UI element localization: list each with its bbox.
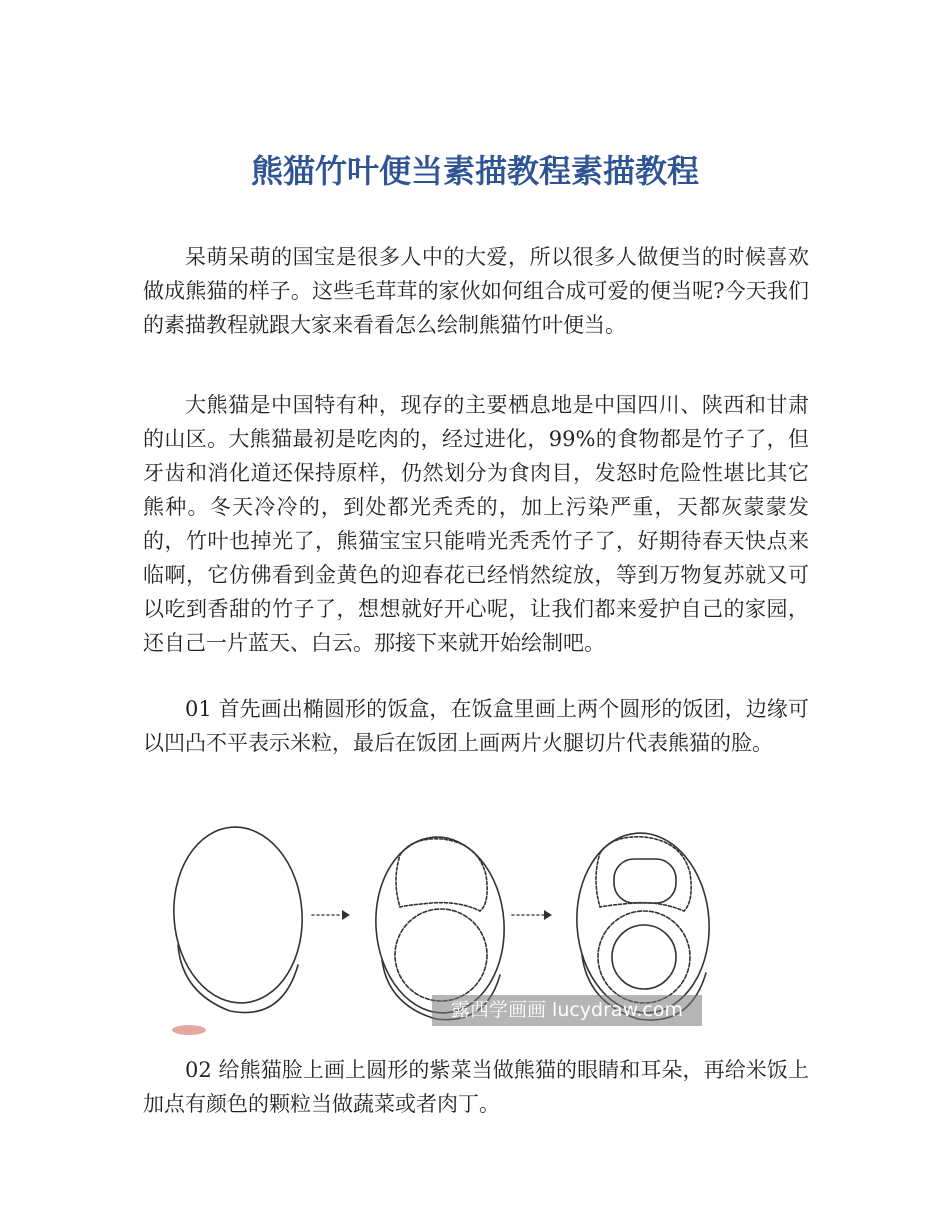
page-title: 熊猫竹叶便当素描教程素描教程 (250, 152, 699, 190)
panda-info-paragraph: 大熊猫是中国特有种，现存的主要栖息地是中国四川、陕西和甘肃的山区。大熊猫最初是吃肉的，经过进化，99%的食物都是竹子了，但牙齿和消化道还保持原样，仍然划分为食肉目，发怒时危险性堪比其它熊种。冬天冷冷的，到处都光秃秃的，加上污染严重，天都灰蒙蒙发的，竹叶也掉光了，熊猫宝宝只能啃光秃秃竹子了，好期待春天快点来临啊，它仿佛看到金黄色的迎春花已经悄然绽放，等到万物复苏就又可以吃到香甜的竹子了，想想就好开心呢，让我们都来爱护自己的家园，还自己一片蓝天、白云。那接下来就开始绘制吧。 (143, 393, 809, 655)
step-01-paragraph: 01 首先画出椭圆形的饭盒，在饭盒里画上两个圆形的饭团，边缘可以凹凸不平表示米粒，最后在饭团上画两片火腿切片代表熊猫的脸。 (143, 697, 809, 755)
intro-paragraph: 呆萌呆萌的国宝是很多人中的大爱，所以很多人做便当的时候喜欢做成熊猫的样子。这些毛茸茸的家伙如何组合成可爱的便当呢?今天我们的素描教程就跟大家来看看怎么绘制熊猫竹叶便当。 (143, 245, 809, 337)
pink-smudge (172, 1025, 206, 1035)
step-02-paragraph: 02 给熊猫脸上画上圆形的紫菜当做熊猫的眼睛和耳朵，再给米饭上加点有颜色的颗粒当做蔬菜或者肉丁。 (143, 1058, 809, 1116)
lunch-box-outline-3 (571, 829, 715, 1020)
watermark-text: 露西学画画 lucydraw.com (432, 995, 702, 1026)
lunch-box-outline-2 (370, 833, 510, 1020)
lunch-box-outline-1 (168, 823, 308, 1013)
